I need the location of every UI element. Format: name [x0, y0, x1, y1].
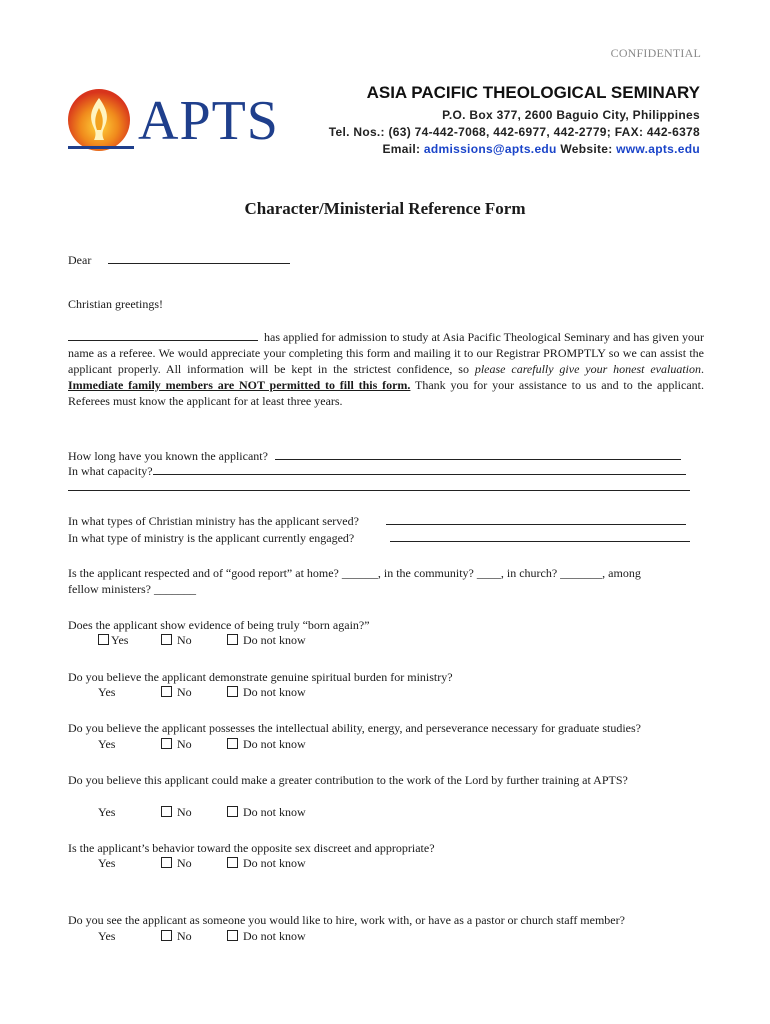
checkbox-icon[interactable] — [98, 634, 109, 645]
ministry-current-field[interactable] — [390, 529, 690, 546]
checkbox-icon[interactable] — [161, 806, 172, 817]
respected-question-line-1: Is the applicant respected and of “good report” at home? ______, in the community? ____, in church? _______, among — [68, 566, 641, 580]
capacity-question: In what capacity? — [68, 464, 153, 478]
training-no[interactable]: No — [161, 805, 192, 820]
referee-name-field[interactable] — [108, 251, 290, 264]
burden-no[interactable]: No — [161, 685, 192, 700]
website-label: Website: — [560, 142, 613, 156]
form-title: Character/Ministerial Reference Form — [244, 199, 526, 218]
hire-yes[interactable]: Yes — [98, 929, 116, 943]
checkbox-icon[interactable] — [161, 930, 172, 941]
ability-yes[interactable]: Yes — [98, 737, 116, 751]
ministry-served-question: In what types of Christian ministry has the applicant served? — [68, 514, 359, 528]
email-link[interactable]: admissions@apts.edu — [423, 142, 557, 156]
checkbox-icon[interactable] — [161, 738, 172, 749]
how-long-question: How long have you known the applicant? — [68, 449, 268, 463]
respected-question-line-2: fellow ministers? _______ — [68, 582, 196, 596]
ability-no[interactable]: No — [161, 737, 192, 752]
school-address: P.O. Box 377, 2600 Baguio City, Philippines — [442, 108, 700, 122]
checkbox-icon[interactable] — [227, 686, 238, 697]
checkbox-icon[interactable] — [227, 857, 238, 868]
question-further-training: Do you believe this applicant could make a greater contribution to the work of the Lord by further training at APTS? — [68, 773, 628, 787]
capacity-row — [68, 462, 686, 479]
checkbox-icon[interactable] — [161, 634, 172, 645]
school-phone: Tel. Nos.: (63) 74-442-7068, 442-6977, 442-2779; FAX: 442-6378 — [328, 125, 700, 139]
question-behavior: Is the applicant’s behavior toward the opposite sex discreet and appropriate? — [68, 841, 435, 855]
ministry-served-field[interactable] — [386, 512, 686, 529]
born-again-yes[interactable]: Yes — [98, 633, 128, 648]
training-yes[interactable]: Yes — [98, 805, 116, 819]
intro-text-3: Thank you for your assistance to us and to the applicant. Referees must know the applicant for at least three years. — [68, 378, 705, 408]
logo-text: APTS — [138, 90, 279, 152]
hire-dunno[interactable]: Do not know — [227, 929, 306, 944]
intro-text-1: has applied for admission to study at Asia Pacific Theological Seminary and has given your name as a referee. We would appreciate your completing this form and mailing it to our Registrar PROMPTLY so we can assist the applicant properly. All information will be kept in the strictest confidence, so — [68, 330, 704, 376]
capacity-field[interactable] — [153, 462, 686, 475]
greeting: Christian greetings! — [68, 297, 163, 311]
dear-line — [68, 251, 290, 268]
training-dunno[interactable]: Do not know — [227, 805, 306, 820]
burden-yes[interactable]: Yes — [98, 685, 116, 699]
ability-dunno[interactable]: Do not know — [227, 737, 306, 752]
intro-italic: please carefully give your honest evaluation — [474, 362, 701, 376]
website-link[interactable]: www.apts.edu — [616, 142, 700, 156]
behavior-yes[interactable]: Yes — [98, 856, 116, 870]
ministry-current-question: In what type of ministry is the applicant currently engaged? — [68, 531, 355, 545]
born-again-no[interactable]: No — [161, 633, 192, 648]
apts-logo — [66, 86, 279, 156]
hire-no[interactable]: No — [161, 929, 192, 944]
school-name: ASIA PACIFIC THEOLOGICAL SEMINARY — [366, 83, 700, 102]
question-hire: Do you see the applicant as someone you would like to hire, work with, or have as a pastor or church staff member? — [68, 913, 625, 927]
behavior-no[interactable]: No — [161, 856, 192, 871]
question-spiritual-burden: Do you believe the applicant demonstrate genuine spiritual burden for ministry? — [68, 670, 453, 684]
applicant-name-field[interactable] — [68, 328, 258, 341]
dear-label: Dear — [68, 253, 92, 267]
confidential-label: CONFIDENTIAL — [610, 46, 701, 60]
behavior-dunno[interactable]: Do not know — [227, 856, 306, 871]
checkbox-icon[interactable] — [227, 930, 238, 941]
email-label: Email: — [382, 142, 421, 156]
checkbox-icon[interactable] — [227, 806, 238, 817]
checkbox-icon[interactable] — [161, 857, 172, 868]
checkbox-icon[interactable] — [227, 634, 238, 645]
question-intellectual-ability: Do you believe the applicant possesses the intellectual ability, energy, and perseverance necessary for graduate studies? — [68, 721, 642, 735]
born-again-dunno[interactable]: Do not know — [227, 633, 306, 648]
how-long-field[interactable] — [275, 447, 681, 460]
checkbox-icon[interactable] — [161, 686, 172, 697]
flame-icon — [66, 86, 136, 156]
intro-text-2: . — [701, 362, 704, 376]
intro-warning: Immediate family members are NOT permitted to fill this form. — [68, 378, 411, 392]
question-born-again: Does the applicant show evidence of being truly “born again?” — [68, 618, 370, 632]
burden-dunno[interactable]: Do not know — [227, 685, 306, 700]
school-contact — [382, 142, 700, 156]
checkbox-icon[interactable] — [227, 738, 238, 749]
capacity-field-continued[interactable] — [68, 478, 690, 495]
intro-paragraph — [68, 328, 704, 409]
